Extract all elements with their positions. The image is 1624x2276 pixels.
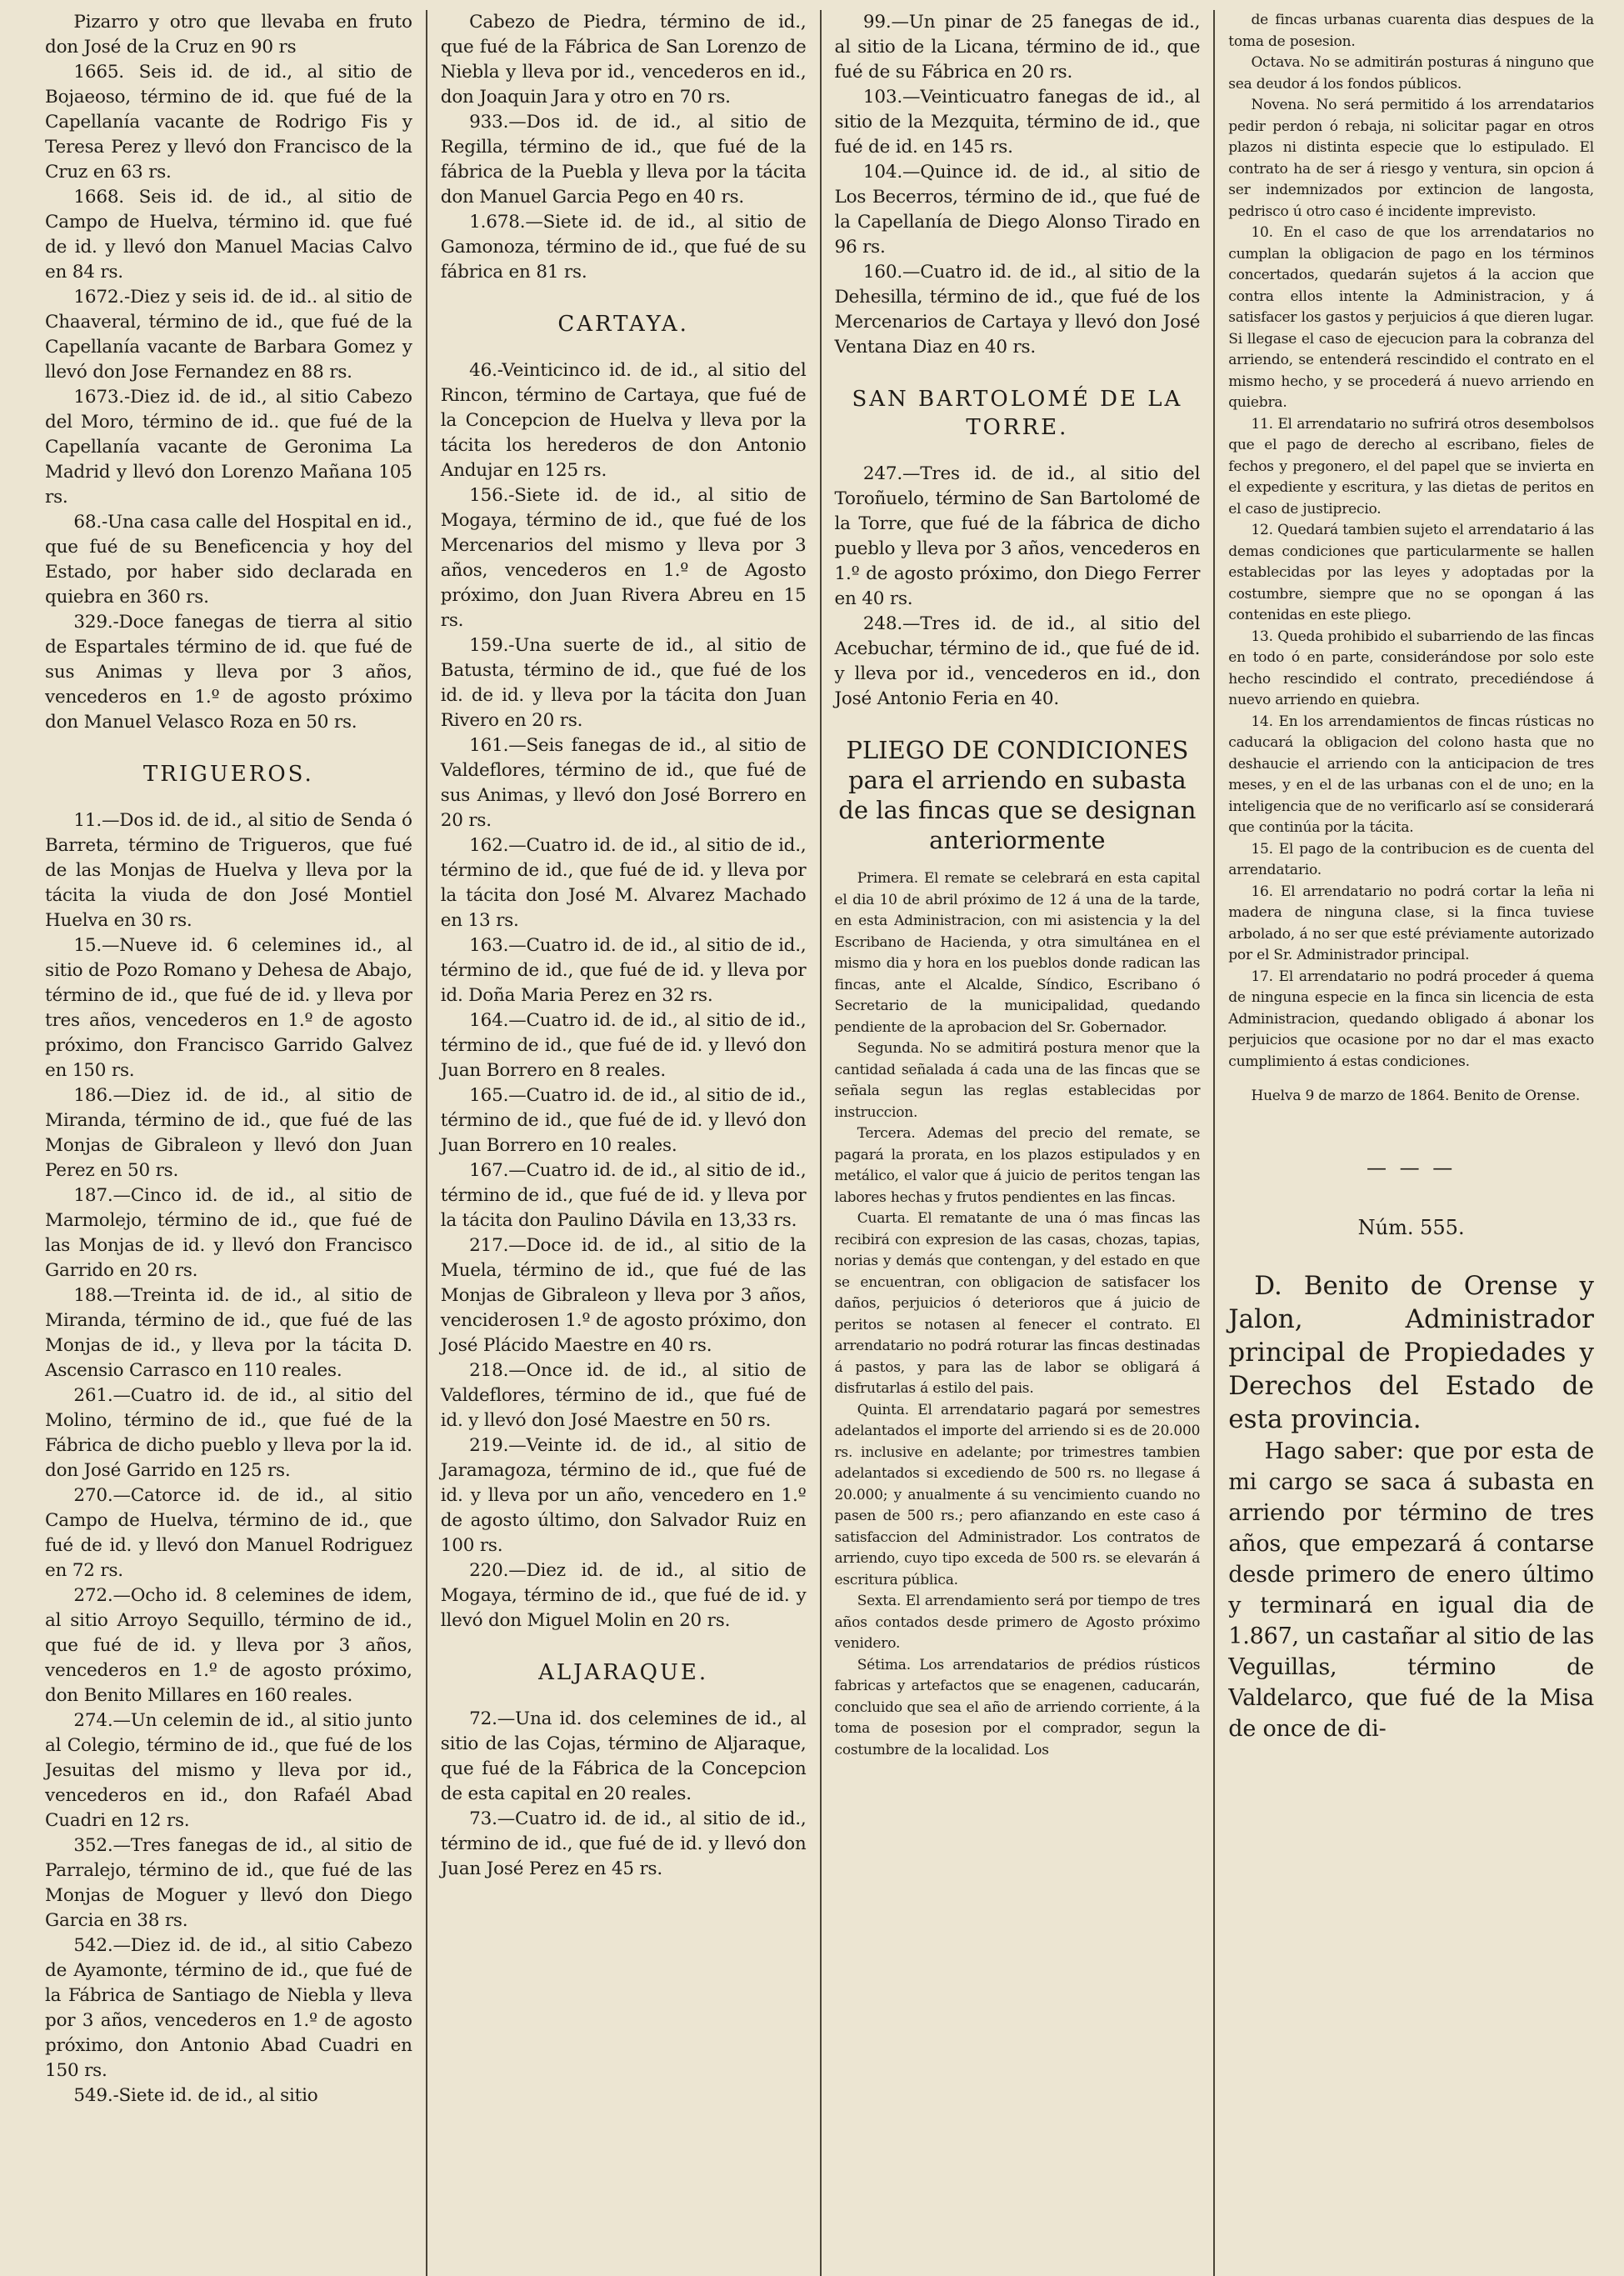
entry: 156.-Siete id. de id., al sitio de Mogaya, término de id., que fué de los Mercenarios del mismo y lleva por 3 años, vencederos en 1.º de Agosto próximo, don Juan Rivera Abreu en 15 rs.: [440, 485, 807, 631]
entry: Pizarro y otro que llevaba en fruto don José de la Cruz en 90 rs: [45, 12, 412, 58]
separator: — — —: [1366, 1155, 1457, 1179]
entry: 72.—Una id. dos celemines de id., al sitio de las Cojas, término de Aljaraque, que fué de la Fábrica de la Concepcion de esta capital en 20 reales.: [440, 1708, 807, 1804]
entry: 167.—Cuatro id. de id., al sitio de id., término de id., que fué de id. y lleva por la tácita don Paulino Dávila en 13,33 rs.: [440, 1160, 807, 1231]
entry: 1.678.—Siete id. de id., al sitio de Gamonoza, término de id., que fué de su fábrica en 81 rs.: [440, 212, 807, 283]
pliego-title: PLIEGO DE CONDICIONES para el arriendo en subasta de las fincas que se designan anteriormente: [838, 736, 1197, 854]
entry: 12. Quedará tambien sujeto el arrendatario á las demas condiciones que particularmente se hallen establecidas por las leyes y adoptadas por la costumbre, siempre que no se opongan á las contenidas en este pliego.: [1228, 522, 1594, 623]
entry: Novena. No será permitido á los arrendatarios pedir perdon ó rebaja, ni solicitar pagar en otros plazos ni distinta especie que lo estipulado. El contrato ha de ser á riesgo y ventura, sin opcion á ser indemnizados por extincion de langosta, pedrisco ú otro caso é incidente imprevisto.: [1228, 97, 1594, 220]
entry: 933.—Dos id. de id., al sitio de Regilla, término de id., que fué de la fábrica de la Puebla y lleva por la tácita don Manuel Garcia Pego en 40 rs.: [440, 112, 807, 208]
entry: 1668. Seis id. de id., al sitio de Campo de Huelva, término id. que fué de id. y llevó don Manuel Macias Calvo en 84 rs.: [45, 187, 412, 283]
notice-number: Núm. 555.: [1357, 1215, 1465, 1239]
entry: 160.—Cuatro id. de id., al sitio de la Dehesilla, término de id., que fué de los Mercenarios de Cartaya y llevó don José Ventana Diaz en 40 rs.: [834, 262, 1201, 358]
entry: 1673.-Diez id. de id., al sitio Cabezo del Moro, término de id.. que fué de la Capellanía vacante de Geronima La Madrid y llevó don Lorenzo Mañana 105 rs.: [45, 387, 412, 508]
entry: Cabezo de Piedra, término de id., que fué de la Fábrica de San Lorenzo de Niebla y lleva por id., vencederos en id., don Joaquin Jara y otro en 70 rs.: [440, 12, 807, 108]
col2-entries-a: [441, 10, 807, 285]
entry: 272.—Ocho id. 8 celemines de idem, al sitio Arroyo Sequillo, término de id., que fué de id. y lleva por 3 años, vencederos en 1.º de agosto próximo, don Benito Millares en 160 reales.: [45, 1585, 412, 1706]
col1-entries-b: [45, 808, 412, 2108]
entry: Primera. El remate se celebrará en esta capital el dia 10 de abril próximo de 12 á una de la tarde, en esta Administracion, con mi asistencia y la del Escribano de Hacienda, y otra simultánea en el mismo dia y hora en los pueblos donde radican las fincas, ante el Alcalde, Síndico, Escribano ó Secretario de la municipalidad, quedando pendiente de la aprobacion del Sr. Gobernador.: [834, 870, 1201, 1036]
entry: 15. El pago de la contribucion es de cuenta del arrendatario.: [1228, 840, 1594, 878]
entry: 542.—Diez id. de id., al sitio Cabezo de Ayamonte, término de id., que fué de la Fábrica de Santiago de Niebla y lleva por 3 años, vencederos en 1.º de agosto próximo, don Antonio Abad Cuadri en 150 rs.: [45, 1935, 412, 2081]
entry: 73.—Cuatro id. de id., al sitio de id., término de id., que fué de id. y llevó don Juan José Perez en 45 rs.: [440, 1808, 807, 1879]
col2-entries-c: [441, 1707, 807, 1882]
entry: 16. El arrendatario no podrá cortar la leña ni madera de ninguna clase, si la finca tuviese arbolado, á no ser que esté préviamente autorizado por el Sr. Administrador principal.: [1228, 883, 1594, 963]
section-cartaya: CARTAYA.: [557, 312, 689, 337]
entry: 46.-Veinticinco id. de id., al sitio del Rincon, término de Cartaya, que fué de la Concepcion de Huelva y lleva por la tácita los herederos de don Antonio Andujar en 125 rs.: [440, 360, 807, 481]
entry: 15.—Nueve id. 6 celemines id., al sitio de Pozo Romano y Dehesa de Abajo, término de id., que fué de id. y lleva por tres años, vencederos en 1.º de agosto próximo, don Francisco Garrido Galvez en 150 rs.: [45, 935, 412, 1081]
conditions-b: [1228, 10, 1594, 1073]
columns: [32, 10, 1607, 2276]
entry: Sétima. Los arrendatarios de prédios rústicos fabricas y artefactos que se enagenen, caducarán, concluido que sea el año de arriendo corriente, á la toma de posesion por el comprador, segun la costumbre de la localidad. Los: [834, 1656, 1201, 1758]
entry: Quinta. El arrendatario pagará por semestres adelantados el importe del arriendo si es de 20.000 rs. inclusive en adelante; por trimestres tambien adelantados si excediendo de 500 rs. no llegase á 20.000; y anualmente á su vencimiento cuando no pasen de 500 rs.; pero afianzando en este caso á satisfaccion del Administrador. Los contratos de arriendo, cuyo tipo exceda de 500 rs. se elevarán á escritura pública.: [834, 1401, 1201, 1588]
entry: 164.—Cuatro id. de id., al sitio de id., término de id., que fué de id. y llevó don Juan Borrero en 8 reales.: [440, 1010, 807, 1081]
entry: 329.-Doce fanegas de tierra al sitio de Espartales término de id. que fué de sus Animas y lleva por 3 años, vencederos en 1.º de agosto próximo don Manuel Velasco Roza en 50 rs.: [45, 612, 412, 733]
entry: 161.—Seis fanegas de id., al sitio de Valdeflores, término de id., que fué de sus Animas, y llevó don José Borrero en 20 rs.: [440, 735, 807, 831]
entry: 549.-Siete id. de id., al sitio: [73, 2085, 318, 2106]
column-3: [820, 10, 1214, 2276]
column-2: [426, 10, 820, 2276]
entry: Cuarta. El rematante de una ó mas fincas las recibirá con expresion de las casas, chozas, tapias, norias y demás que contengan, y del estado en que se encuentran, con obligacion de satisfacer los daños, perjuicios ó deterioros que á juicio de peritos se notasen al fenecer el contrato. El arrendatario no podrá roturar las fincas destinadas á pastos, y para las de labor se obligará á disfrutarlas á estilo del pais.: [834, 1210, 1201, 1397]
column-4: [1213, 10, 1607, 2276]
entry: 99.—Un pinar de 25 fanegas de id., al sitio de la Licana, término de id., que fué de su Fábrica en 20 rs.: [834, 12, 1201, 83]
entry: Sexta. El arrendamiento será por tiempo de tres años contados desde primero de Agosto próximo venidero.: [834, 1593, 1201, 1652]
entry: 11.—Dos id. de id., al sitio de Senda ó Barreta, término de Trigueros, que fué de las Monjas de Huelva y lleva por la tácita la viuda de don José Montiel Huelva en 30 rs.: [45, 810, 412, 931]
entry: 247.—Tres id. de id., al sitio del Toroñuelo, término de San Bartolomé de la Torre, que fué de la fábrica de dicho pueblo y lleva por 3 años, vencederos en 1.º de agosto próximo, don Diego Ferrer en 40 rs.: [834, 463, 1201, 609]
entry: 165.—Cuatro id. de id., al sitio de id., término de id., que fué de id. y llevó don Juan Borrero en 10 reales.: [440, 1085, 807, 1156]
entry: 217.—Doce id. de id., al sitio de la Muela, término de id., que fué de las Monjas de Gibraleon y lleva por 3 años, venciderosen 1.º de agosto próximo, don José Plácido Maestre en 40 rs.: [440, 1235, 807, 1356]
section-san-bartolome: SAN BARTOLOMÉ DE LA TORRE.: [852, 387, 1183, 440]
entry: 14. En los arrendamientos de fincas rústicas no caducará la obligacion del colono hasta que no deshaucie el arriendo con la anticipacion de tres meses, y en el de las urbanas con el de uno; en la inteligencia que de no verificarlo así se considerará que continúa por la tácita.: [1228, 713, 1594, 836]
entry: Octava. No se admitirán posturas á ninguno que sea deudor á los fondos públicos.: [1228, 54, 1594, 93]
entry: 188.—Treinta id. de id., al sitio de Miranda, término de id., que fué de las Monjas de id., y lleva por la tácita D. Ascensio Carrasco en 110 reales.: [45, 1285, 412, 1381]
entry: 1665. Seis id. de id., al sitio de Bojaeoso, término de id. que fué de la Capellanía vacante de Rodrigo Fis y Teresa Perez y llevó don Francisco de la Cruz en 63 rs.: [45, 62, 412, 183]
notice-body: [1228, 1436, 1594, 1744]
entry: 103.—Veinticuatro fanegas de id., al sitio de la Mezquita, término de id., que fué de id. en 145 rs.: [834, 87, 1201, 158]
entry: 11. El arrendatario no sufrirá otros desembolsos que el pago de derecho al escribano, fieles de fechos y pregonero, el del papel que se invierta en el expediente y escritura, y las dietas de peritos en el caso de justiprecio.: [1228, 415, 1594, 518]
entry: 261.—Cuatro id. de id., al sitio del Molino, término de id., que fué de la Fábrica de dicho pueblo y lleva por la id. don José Garrido en 125 rs.: [45, 1385, 412, 1481]
entry: 220.—Diez id. de id., al sitio de Mogaya, término de id., que fué de id. y llevó don Miguel Molin en 20 rs.: [440, 1560, 807, 1631]
entry: Segunda. No se admitirá postura menor que la cantidad señalada á cada una de las fincas que se señala segun las reglas establecidas por instruccion.: [834, 1040, 1201, 1121]
entry: 270.—Catorce id. de id., al sitio Campo de Huelva, término de id., que fué de id. y llevó don Manuel Rodriguez en 72 rs.: [45, 1485, 412, 1581]
entry: 13. Queda prohibido el subarriendo de las fincas en todo ó en parte, considerándose por solo este hecho rescindido el contrato, precediéndose á nuevo arriendo en quiebra.: [1228, 628, 1594, 708]
entry: 1672.-Diez y seis id. de id.. al sitio de Chaaveral, término de id., que fué de la Capellanía vacante de Barbara Gomez y llevó don Jose Fernandez en 88 rs.: [45, 287, 412, 383]
entry: 68.-Una casa calle del Hospital en id., que fué de su Beneficencia y hoy del Estado, por haber sido declarada en quiebra en 360 rs.: [45, 512, 412, 608]
col3-entries-b: [835, 462, 1201, 712]
entry: 187.—Cinco id. de id., al sitio de Marmolejo, término de id., que fué de las Monjas de id. y llevó don Francisco Garrido en 20 rs.: [45, 1185, 412, 1281]
entry: 218.—Once id. de id., al sitio de Valdeflores, término de id., que fué de id. y llevó don José Maestre en 50 rs.: [440, 1360, 807, 1431]
col2-entries-b: [441, 358, 807, 1633]
entry: Tercera. Ademas del precio del remate, se pagará la prorata, en los plazos estipulados y en metálico, el valor que á juicio de peritos tengan las labores hechas y frutos pendientes en las fincas.: [834, 1125, 1201, 1206]
entry: 248.—Tres id. de id., al sitio del Acebuchar, término de id., que fué de id. y lleva por id., vencederos en id., don José Antonio Feria en 40.: [834, 613, 1201, 709]
col3-entries-a: [835, 10, 1201, 360]
date-line: Huelva 9 de marzo de 1864. Benito de Orense.: [1251, 1088, 1581, 1104]
section-trigueros: TRIGUEROS.: [142, 762, 314, 787]
notice-text: Hago saber: que por esta de mi cargo se saca á subasta en arriendo por término de tres años, que empezará á contarse desde primero de enero último y terminará en igual dia de 1.867, un castañar al sitio de las Veguillas, término de Valdelarco, que fué de la Misa de once de di-: [1228, 1438, 1594, 1742]
entry: 162.—Cuatro id. de id., al sitio de id., término de id., que fué de id. y lleva por la tácita don José M. Alvarez Machado en 13 rs.: [440, 835, 807, 931]
notice-header: D. Benito de Orense y Jalon, Administrador principal de Propiedades y Derechos del Estado de esta provincia.: [1228, 1270, 1594, 1434]
column-1: [32, 10, 426, 2276]
entry: 186.—Diez id. de id., al sitio de Miranda, término de id., que fué de las Monjas de Gibraleon y llevó don Juan Perez en 50 rs.: [45, 1085, 412, 1181]
entry: 17. El arrendatario no podrá proceder á quema de ninguna especie en la finca sin licencia de esta Administracion, quedando obligado á abonar los perjuicios que ocasione por no dar el mas exacto cumplimiento á estas condiciones.: [1228, 968, 1594, 1070]
date-signature: [1228, 1086, 1594, 1108]
entry: 352.—Tres fanegas de id., al sitio de Parralejo, término de id., que fué de las Monjas de Moguer y llevó don Diego Garcia en 38 rs.: [45, 1835, 412, 1931]
entry: 159.-Una suerte de id., al sitio de Batusta, término de id., que fué de los id. de id. y lleva por la tácita don Juan Rivero en 20 rs.: [440, 635, 807, 731]
col1-entries-a: [45, 10, 412, 735]
entry: 163.—Cuatro id. de id., al sitio de id., término de id., que fué de id. y lleva por id. Doña Maria Perez en 32 rs.: [440, 935, 807, 1006]
section-aljaraque: ALJARAQUE.: [538, 1660, 709, 1685]
entry: 274.—Un celemin de id., al sitio junto al Colegio, término de id., que fué de los Jesuitas del mismo y lleva por id., vencederos en id., don Rafaél Abad Cuadri en 12 rs.: [45, 1710, 412, 1831]
entry: 10. En el caso de que los arrendatarios no cumplan la obligacion de pago en los términos concertados, quedarán sujetos á la accion que contra ellos intente la Administracion, y á satisfacer los gastos y perjuicios á que dieren lugar. Si llegase el caso de ejecucion para la cobranza del arriendo, se entenderá rescindido el contrato en el mismo hecho, y se procederá á nuevo arriendo en quiebra.: [1228, 224, 1594, 411]
conditions-a: [835, 868, 1201, 1761]
entry: de fincas urbanas cuarenta dias despues de la toma de posesion.: [1228, 12, 1594, 50]
entry: 219.—Veinte id. de id., al sitio de Jaramagoza, término de id., que fué de id. y lleva por un año, vencedero en 1.º de agosto último, don Salvador Ruiz en 100 rs.: [440, 1435, 807, 1556]
entry: 104.—Quince id. de id., al sitio de Los Becerros, término de id., que fué de la Capellanía de Diego Alonso Tirado en 96 rs.: [834, 162, 1201, 258]
